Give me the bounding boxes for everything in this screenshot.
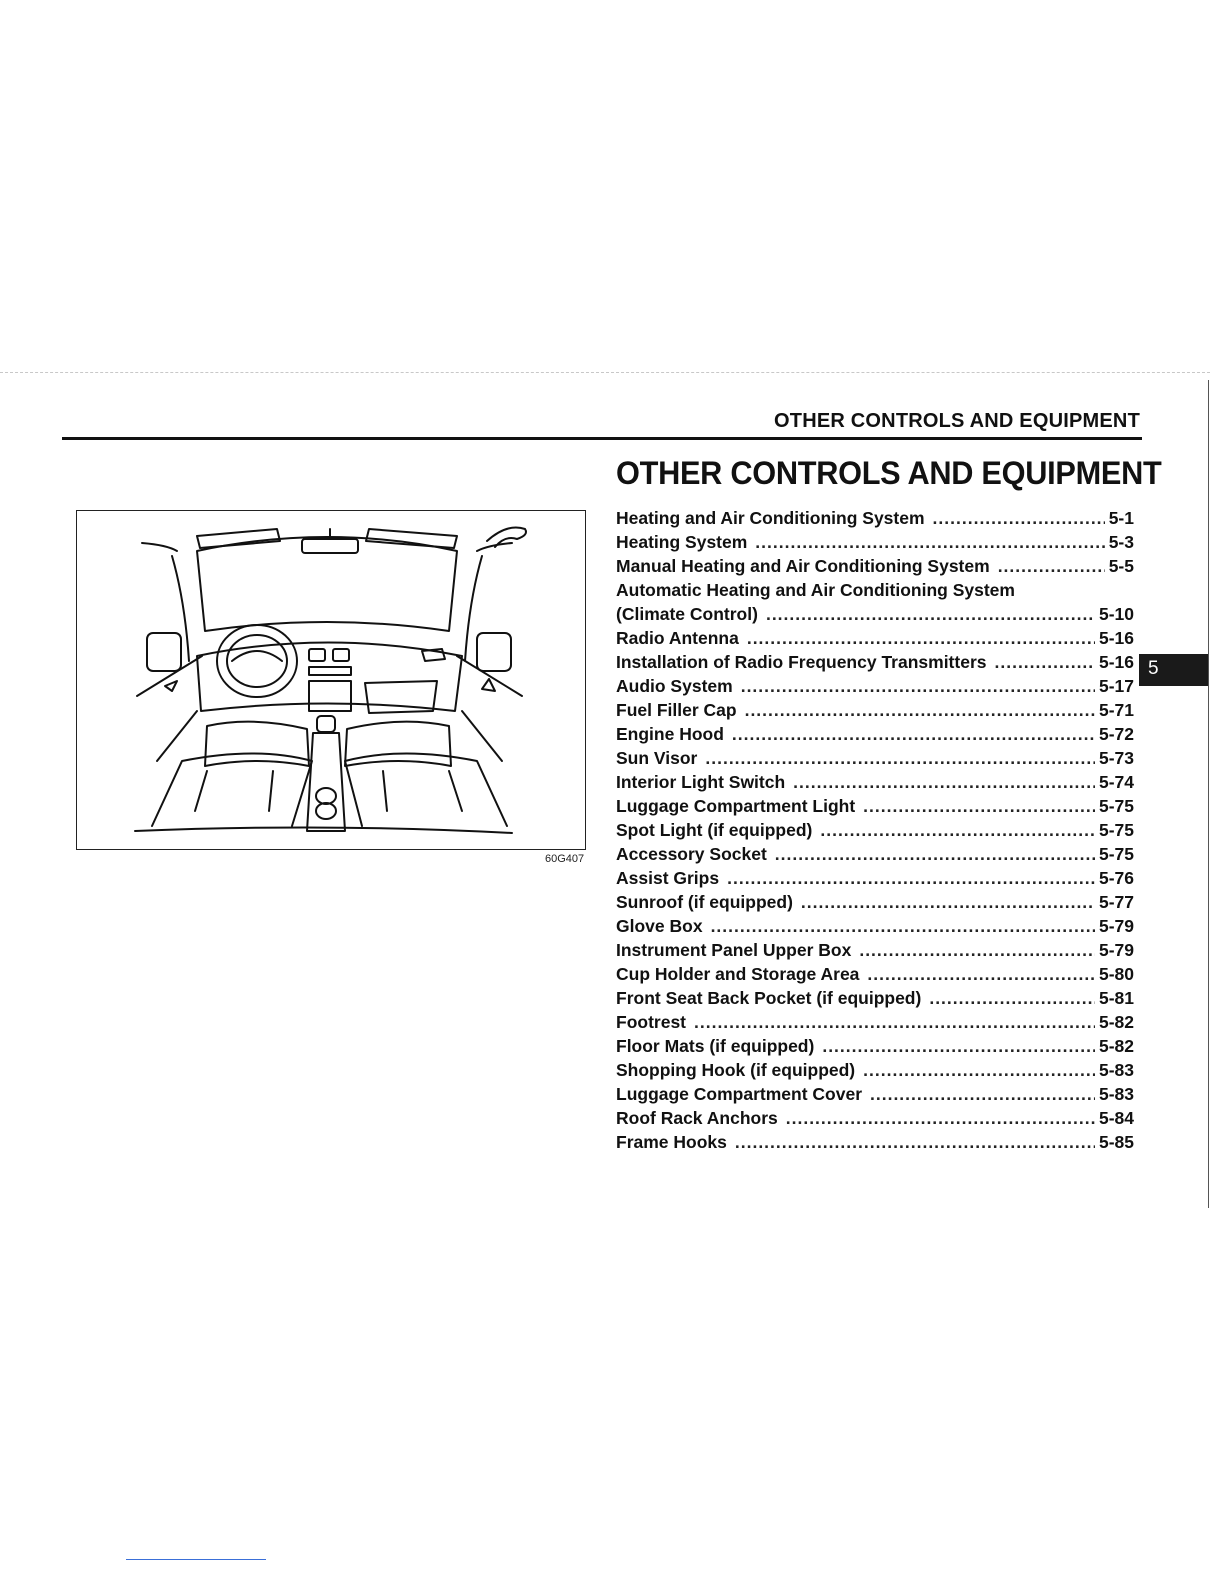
- toc-entry-label: Glove Box: [616, 916, 703, 936]
- toc-entry-label: Roof Rack Anchors: [616, 1108, 778, 1128]
- toc-leader-dots: [694, 1010, 1095, 1034]
- figure-code: 60G407: [545, 853, 585, 865]
- toc-entry: [616, 986, 1134, 1010]
- toc-entry: [616, 746, 1134, 770]
- toc-entry: [616, 578, 1134, 602]
- toc-entry: [616, 1010, 1134, 1034]
- toc-entry-page: 5-75: [1098, 820, 1134, 840]
- toc-entry-page: 5-1: [1108, 508, 1134, 528]
- toc-leader-dots: [775, 842, 1095, 866]
- toc-leader-dots: [820, 818, 1095, 842]
- toc-entry-page: 5-83: [1098, 1060, 1134, 1080]
- toc-entry: [616, 818, 1134, 842]
- toc-entry-page: 5-83: [1098, 1084, 1134, 1104]
- toc-leader-dots: [801, 890, 1095, 914]
- toc-leader-dots: [735, 1130, 1095, 1154]
- toc-entry-label: Front Seat Back Pocket (if equipped): [616, 988, 922, 1008]
- toc-entry-page: 5-16: [1098, 652, 1134, 672]
- toc-entry-page: 5-72: [1098, 724, 1134, 744]
- toc-leader-dots: [766, 602, 1095, 626]
- toc-entry: [616, 1106, 1134, 1130]
- toc-entry: [616, 674, 1134, 698]
- toc-entry-label: Fuel Filler Cap: [616, 700, 737, 720]
- toc-entry-page: 5-17: [1098, 676, 1134, 696]
- toc-entry-label: Cup Holder and Storage Area: [616, 964, 860, 984]
- toc-entry-label: Sunroof (if equipped): [616, 892, 793, 912]
- toc-entry-page: 5-3: [1108, 532, 1134, 552]
- running-header: OTHER CONTROLS AND EQUIPMENT: [774, 410, 1140, 432]
- toc-entry-label: Frame Hooks: [616, 1132, 727, 1152]
- toc-entry-page: 5-80: [1098, 964, 1134, 984]
- toc-leader-dots: [727, 866, 1095, 890]
- toc-leader-dots: [929, 986, 1095, 1010]
- toc-leader-dots: [859, 938, 1095, 962]
- toc-entry: [616, 530, 1134, 554]
- toc-leader-dots: [870, 1082, 1095, 1106]
- toc-entry-label: Engine Hood: [616, 724, 724, 744]
- toc-entry: [616, 962, 1134, 986]
- toc-entry-page: 5-75: [1098, 796, 1134, 816]
- toc-entry: [616, 626, 1134, 650]
- scan-artifact-underline: [126, 1559, 266, 1560]
- table-of-contents: [616, 506, 1134, 1154]
- toc-leader-dots: [786, 1106, 1095, 1130]
- toc-entry-label: Automatic Heating and Air Conditioning System: [616, 580, 1015, 600]
- toc-entry: [616, 1130, 1134, 1154]
- scan-artifact-line: [0, 372, 1210, 373]
- toc-leader-dots: [793, 770, 1095, 794]
- toc-entry-page: 5-76: [1098, 868, 1134, 888]
- sun-visor-icon: [197, 529, 280, 548]
- toc-entry-page: 5-79: [1098, 940, 1134, 960]
- toc-entry-label: Luggage Compartment Light: [616, 796, 856, 816]
- toc-entry-label: (Climate Control): [616, 604, 758, 624]
- chapter-title: OTHER CONTROLS AND EQUIPMENT: [616, 455, 1162, 491]
- toc-entry-page: 5-16: [1098, 628, 1134, 648]
- toc-leader-dots: [863, 794, 1095, 818]
- toc-entry: [616, 1058, 1134, 1082]
- toc-entry: [616, 770, 1134, 794]
- toc-leader-dots: [745, 698, 1095, 722]
- toc-leader-dots: [732, 722, 1095, 746]
- toc-entry-label: Interior Light Switch: [616, 772, 786, 792]
- interior-illustration: [76, 510, 586, 850]
- chapter-tab-number: 5: [1148, 658, 1159, 679]
- shift-lever-icon: [317, 716, 335, 732]
- toc-leader-dots: [933, 506, 1105, 530]
- toc-leader-dots: [863, 1058, 1095, 1082]
- toc-entry-label: Manual Heating and Air Conditioning System: [616, 556, 990, 576]
- side-mirror-icon: [147, 633, 181, 671]
- toc-entry: [616, 1034, 1134, 1058]
- toc-entry-page: 5-74: [1098, 772, 1134, 792]
- toc-entry-page: 5-84: [1098, 1108, 1134, 1128]
- toc-entry-label: Installation of Radio Frequency Transmitters: [616, 652, 987, 672]
- toc-leader-dots: [755, 530, 1104, 554]
- toc-leader-dots: [747, 626, 1095, 650]
- toc-entry: [616, 602, 1134, 626]
- toc-leader-dots: [995, 650, 1095, 674]
- toc-leader-dots: [741, 674, 1095, 698]
- toc-leader-dots: [711, 914, 1095, 938]
- toc-leader-dots: [705, 746, 1095, 770]
- seat-icon: [205, 722, 309, 766]
- toc-entry-label: Shopping Hook (if equipped): [616, 1060, 856, 1080]
- toc-entry: [616, 1082, 1134, 1106]
- toc-entry-page: 5-85: [1098, 1132, 1134, 1152]
- toc-entry-page: 5-10: [1098, 604, 1134, 624]
- toc-entry-page: 5-71: [1098, 700, 1134, 720]
- toc-entry: [616, 506, 1134, 530]
- toc-entry: [616, 554, 1134, 578]
- toc-entry-label: Instrument Panel Upper Box: [616, 940, 852, 960]
- toc-entry-label: Radio Antenna: [616, 628, 739, 648]
- toc-entry-label: Floor Mats (if equipped): [616, 1036, 815, 1056]
- toc-entry-page: 5-75: [1098, 844, 1134, 864]
- toc-entry-page: 5-5: [1108, 556, 1134, 576]
- toc-leader-dots: [822, 1034, 1095, 1058]
- toc-entry-page: 5-82: [1098, 1036, 1134, 1056]
- toc-entry-label: Heating and Air Conditioning System: [616, 508, 925, 528]
- toc-entry: [616, 938, 1134, 962]
- toc-entry: [616, 722, 1134, 746]
- page-edge-line: [1208, 380, 1209, 1208]
- toc-entry-label: Footrest: [616, 1012, 686, 1032]
- toc-entry: [616, 650, 1134, 674]
- chapter-tab: [1139, 654, 1208, 686]
- toc-entry-label: Audio System: [616, 676, 733, 696]
- toc-entry-label: Spot Light (if equipped): [616, 820, 813, 840]
- toc-entry: [616, 914, 1134, 938]
- rear-view-mirror-icon: [302, 539, 358, 553]
- toc-entry-page: 5-77: [1098, 892, 1134, 912]
- toc-entry-label: Sun Visor: [616, 748, 698, 768]
- toc-entry: [616, 866, 1134, 890]
- toc-entry-label: Assist Grips: [616, 868, 720, 888]
- toc-entry: [616, 890, 1134, 914]
- toc-entry-page: 5-82: [1098, 1012, 1134, 1032]
- toc-entry-label: Heating System: [616, 532, 748, 552]
- toc-entry-page: 5-81: [1098, 988, 1134, 1008]
- toc-entry: [616, 842, 1134, 866]
- header-rule: [62, 437, 1142, 440]
- toc-entry-label: Luggage Compartment Cover: [616, 1084, 862, 1104]
- toc-entry-label: Accessory Socket: [616, 844, 767, 864]
- toc-leader-dots: [867, 962, 1095, 986]
- toc-leader-dots: [998, 554, 1105, 578]
- toc-entry: [616, 794, 1134, 818]
- windshield-frame-icon: [197, 537, 457, 631]
- toc-entry-page: 5-79: [1098, 916, 1134, 936]
- toc-entry-page: 5-73: [1098, 748, 1134, 768]
- toc-entry: [616, 698, 1134, 722]
